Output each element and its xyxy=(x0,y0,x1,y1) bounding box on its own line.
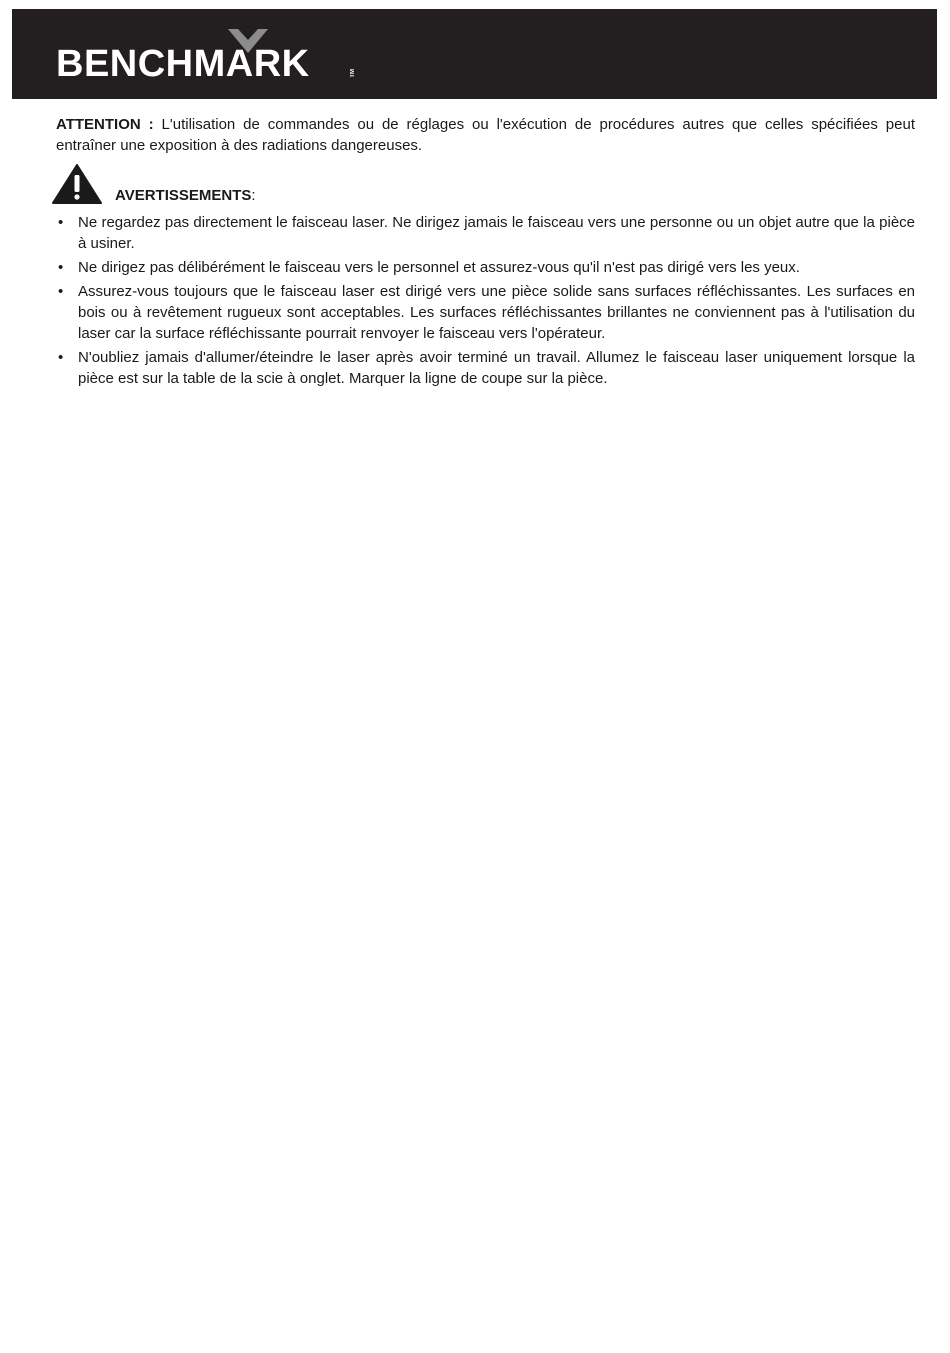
list-item: • Assurez-vous toujours que le faisceau laser est dirigé vers une pièce solide sans surfaces réfléchissantes. Les surfaces en bois ou à revêtement rugueux sont acceptables. Les surfaces réfléchissantes brillantes ne conviennent pas à l'utilisation du laser car la surface réfléchissante pourrait renvoyer le faisceau vers l'opérateur. xyxy=(56,281,915,344)
page-content xyxy=(56,114,915,392)
trademark-mark: TM xyxy=(350,69,356,78)
header-bar xyxy=(12,9,937,99)
attention-label: ATTENTION : xyxy=(56,116,154,133)
brand-name: BENCHMARK xyxy=(56,43,310,85)
warning-triangle-icon xyxy=(52,164,102,204)
warnings-heading xyxy=(56,160,915,208)
list-item: • Ne regardez pas directement le faisceau laser. Ne dirigez jamais le faisceau vers une personne ou un objet autre que la pièce à usiner. xyxy=(56,212,915,254)
warnings-title-colon: : xyxy=(251,187,256,204)
warnings-list xyxy=(56,212,915,389)
list-item: • N'oubliez jamais d'allumer/éteindre le laser après avoir terminé un travail. Allumez le faisceau laser uniquement lorsque la pièce est sur la table de la scie à onglet. Marquer la ligne de coupe sur la pièce. xyxy=(56,347,915,389)
warnings-title-text: AVERTISSEMENTS xyxy=(115,187,252,204)
list-item: • Ne dirigez pas délibérément le faisceau vers le personnel et assurez-vous qu'il n'est pas dirigé vers les yeux. xyxy=(56,257,915,278)
warnings-title xyxy=(115,186,256,206)
attention-paragraph xyxy=(56,114,915,156)
attention-text: L'utilisation de commandes ou de réglages ou l'exécution de procédures autres que celles spécifiées peut entraîner une exposition à des radiations dangereuses. xyxy=(56,116,915,154)
